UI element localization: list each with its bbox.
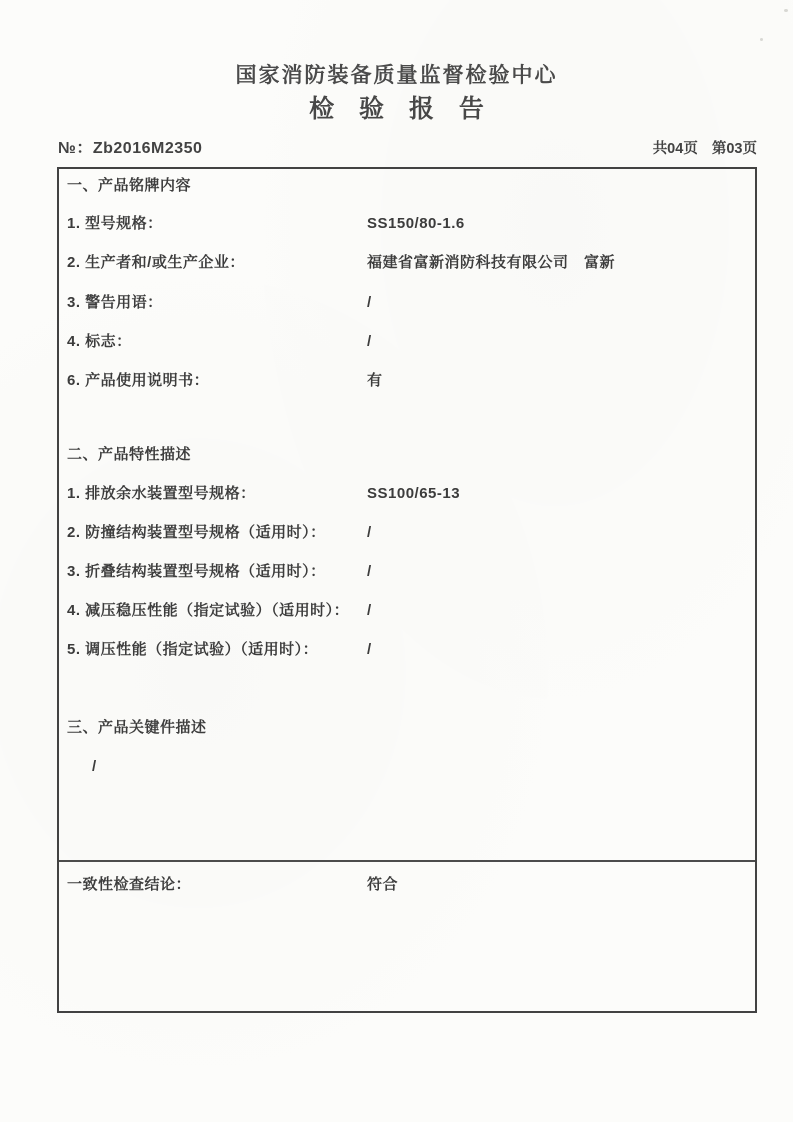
- item-label: 6. 产品使用说明书：: [67, 372, 210, 389]
- item-label: 1. 排放余水装置型号规格：: [67, 485, 256, 502]
- form-item-row: [59, 371, 755, 391]
- form-item-row: [59, 640, 755, 660]
- item-value: /: [367, 524, 372, 541]
- current-page-label: 第03页: [711, 141, 757, 157]
- form-item-row: [59, 757, 755, 777]
- item-label: 4. 标志：: [67, 332, 132, 350]
- total-pages-label: 共04页: [652, 141, 698, 157]
- report-form-frame: [57, 167, 757, 1013]
- report-number-prefix: №：: [58, 140, 93, 157]
- form-item-row: [59, 484, 755, 504]
- report-title: 检 验 报 告: [309, 95, 493, 123]
- item-value: /: [367, 293, 372, 311]
- item-value: /: [367, 563, 372, 580]
- scan-speck: [784, 9, 788, 12]
- form-item-row: [59, 293, 755, 313]
- form-item-row: [59, 523, 755, 543]
- item-label: 3. 折叠结构装置型号规格（适用时）：: [67, 563, 326, 580]
- conclusion-label: 一致性检查结论：: [67, 876, 192, 893]
- conclusion-value: 符合: [367, 876, 399, 893]
- item-value: 福建省富新消防科技有限公司 富新: [367, 254, 616, 272]
- form-item-row: [59, 214, 755, 234]
- item-value: SS100/65-13: [367, 485, 461, 502]
- item-value: 有: [367, 372, 383, 389]
- item-value: /: [367, 602, 372, 619]
- item-value: /: [367, 332, 372, 350]
- section-heading: 一、产品铭牌内容: [67, 177, 192, 194]
- item-label: 3. 警告用语：: [67, 293, 163, 311]
- report-number-value: Zb2016M2350: [92, 140, 203, 157]
- item-label: 2. 防撞结构装置型号规格（适用时）：: [67, 524, 326, 541]
- section-heading: 二、产品特性描述: [67, 446, 192, 463]
- item-label: 1. 型号规格：: [67, 215, 163, 232]
- item-label: 4. 减压稳压性能（指定试验）（适用时）：: [67, 602, 350, 619]
- scan-speck: [760, 38, 763, 41]
- org-name: 国家消防装备质量监督检验中心: [235, 64, 558, 87]
- form-item-row: [59, 601, 755, 621]
- item-label: 2. 生产者和/或生产企业：: [67, 254, 245, 272]
- item-value: /: [367, 641, 372, 658]
- page-info: [653, 137, 757, 158]
- item-value: /: [92, 758, 97, 775]
- conclusion-divider: [59, 860, 755, 862]
- form-item-row: [59, 332, 755, 352]
- section-heading: 三、产品关键件描述: [67, 719, 207, 736]
- item-label: 5. 调压性能（指定试验）（适用时）：: [67, 641, 319, 658]
- report-number: [58, 135, 202, 158]
- conclusion-row: [59, 875, 755, 895]
- item-value: SS150/80-1.6: [367, 215, 465, 232]
- form-item-row: [59, 562, 755, 582]
- form-item-row: [59, 253, 755, 273]
